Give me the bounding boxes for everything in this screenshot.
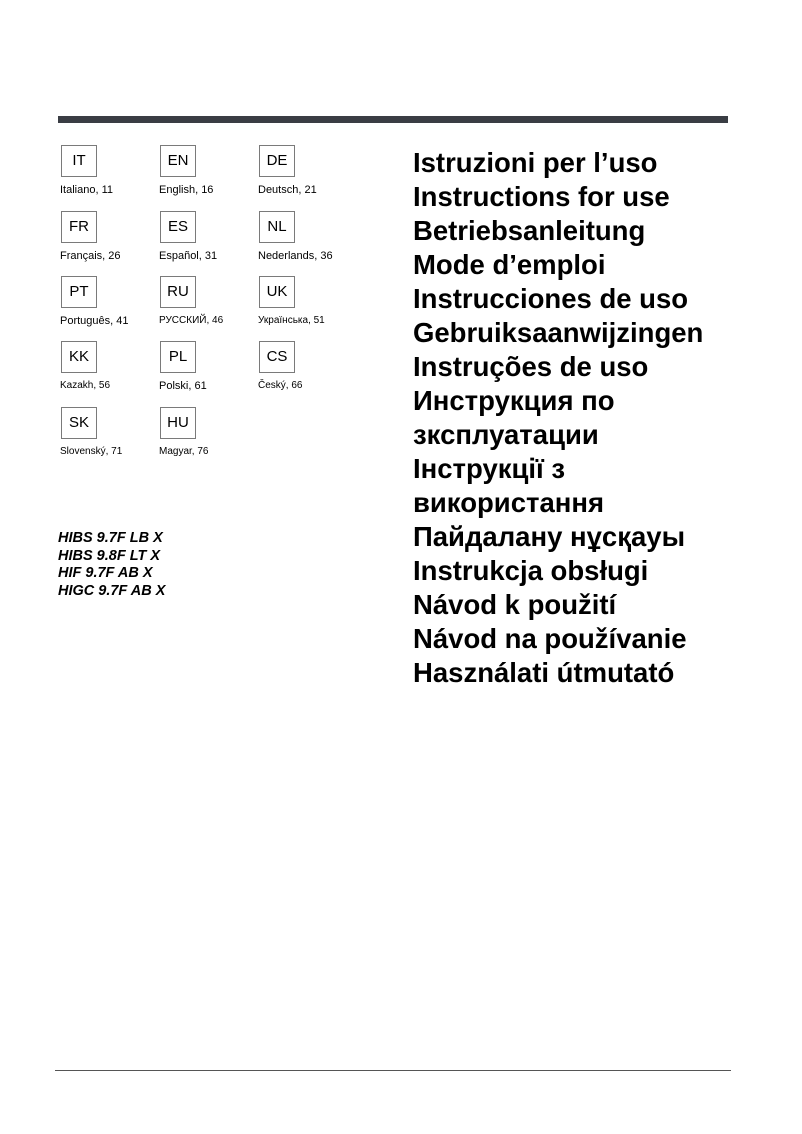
language-code-box[interactable]: PL (160, 341, 196, 373)
manual-title: Betriebsanleitung (413, 215, 646, 246)
manual-title: використання (413, 487, 605, 518)
manual-title: Инструкция по (413, 385, 615, 416)
manual-title: Instrucciones de uso (413, 283, 689, 314)
language-item-pl[interactable] (159, 341, 259, 401)
language-code-box[interactable]: SK (61, 407, 97, 439)
manual-title: Instruções de uso (413, 351, 649, 382)
language-label: Українська, 51 (258, 315, 325, 326)
language-item-it[interactable] (60, 145, 160, 205)
language-code-box[interactable]: CS (259, 341, 295, 373)
language-item-cs[interactable] (258, 341, 358, 401)
language-item-sk[interactable] (60, 407, 160, 467)
language-label: Kazakh, 56 (60, 380, 111, 391)
manual-title: Instructions for use (413, 181, 670, 212)
manual-title: Mode d’emploi (413, 249, 606, 280)
footer-rule (55, 1070, 731, 1071)
language-code-box[interactable]: RU (160, 276, 196, 308)
language-item-hu[interactable] (159, 407, 259, 467)
language-item-kk[interactable] (60, 341, 160, 401)
language-code-box[interactable]: PT (61, 276, 97, 308)
manual-title: Návod k použití (413, 589, 617, 620)
model-name: HIBS 9.8F LT X (58, 547, 161, 564)
language-label: Slovenský, 71 (60, 446, 123, 457)
language-item-nl[interactable] (258, 211, 358, 271)
manual-title: Istruzioni per l’uso (413, 147, 658, 178)
language-label: Český, 66 (258, 380, 303, 391)
model-list (58, 530, 165, 600)
manual-title: Instrukcja obsługi (413, 555, 649, 586)
language-code-box[interactable]: FR (61, 211, 97, 243)
manual-title: Használati útmutató (413, 657, 675, 688)
model-name: HIF 9.7F AB X (58, 565, 153, 581)
language-code-box[interactable]: KK (61, 341, 97, 373)
language-code-box[interactable]: IT (61, 145, 97, 177)
language-label: Nederlands, 36 (258, 250, 333, 262)
language-label: РУССКИЙ, 46 (159, 315, 224, 326)
manual-titles (413, 146, 793, 690)
language-code-box[interactable]: DE (259, 145, 295, 177)
language-item-pt[interactable] (60, 276, 160, 336)
model-name: HIGC 9.7F AB X (58, 582, 166, 599)
language-item-en[interactable] (159, 145, 259, 205)
language-code-box[interactable]: EN (160, 145, 196, 177)
manual-title: зксплуатации (413, 419, 599, 450)
language-item-de[interactable] (258, 145, 358, 205)
language-label: Magyar, 76 (159, 446, 209, 457)
language-item-fr[interactable] (60, 211, 160, 271)
language-code-box[interactable]: NL (259, 211, 295, 243)
language-label: Deutsch, 21 (258, 184, 317, 196)
language-label: Français, 26 (60, 250, 121, 262)
model-name: HIBS 9.7F LB X (58, 530, 163, 546)
language-item-uk[interactable] (258, 276, 358, 336)
language-index (60, 145, 380, 475)
language-label: Italiano, 11 (60, 184, 114, 196)
language-code-box[interactable]: HU (160, 407, 196, 439)
header-rule (58, 116, 728, 123)
language-item-ru[interactable] (159, 276, 259, 336)
language-item-es[interactable] (159, 211, 259, 271)
language-label: English, 16 (159, 184, 214, 196)
language-label: Português, 41 (60, 315, 129, 327)
language-code-box[interactable]: ES (160, 211, 196, 243)
language-label: Polski, 61 (159, 380, 207, 392)
manual-title: Пайдалану нұсқауы (413, 521, 686, 552)
language-code-box[interactable]: UK (259, 276, 295, 308)
manual-title: Gebruiksaanwijzingen (413, 317, 704, 348)
manual-title: Інструкції з (413, 453, 566, 484)
manual-title: Návod na používanie (413, 623, 687, 654)
language-label: Español, 31 (159, 250, 218, 262)
